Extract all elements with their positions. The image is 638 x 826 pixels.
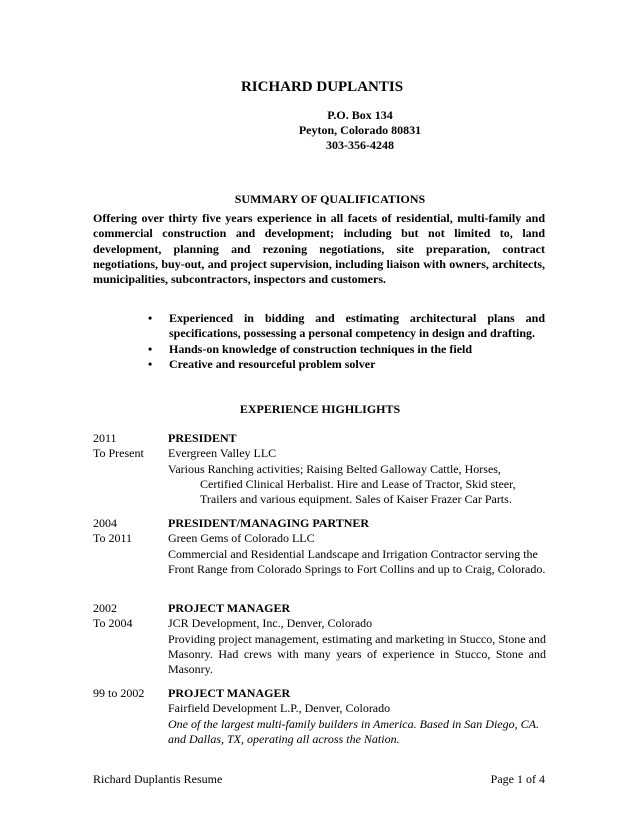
job-company: Fairfield Development L.P., Denver, Colorado <box>168 701 391 716</box>
phone-number: 303-356-4248 <box>326 138 394 152</box>
bullet-text: Experienced in bidding and estimating architectural plans and specifications, possessing a personal competency in design and drafting. <box>169 311 545 341</box>
job-title: PRESIDENT <box>168 431 237 445</box>
summary-paragraph: Offering over thirty five years experience in all facets of residential, multi-family and commercial construction and development; including but not limited to, land development, planning and rezoning negotiations, site preparation, contract negotiations, buy-out, and project supervision, including liaison with owners, architects, municipalities, subcontractors, inspectors and customers. <box>93 211 545 287</box>
bullet-icon: • <box>148 356 153 371</box>
job-start-date: 2004 <box>93 516 117 530</box>
job-details <box>168 431 546 507</box>
job-company: Green Gems of Colorado LLC <box>168 531 315 546</box>
job-end-date: To 2004 <box>93 616 133 631</box>
qualifications-list <box>148 311 545 372</box>
candidate-name: RICHARD DUPLANTIS <box>240 79 404 95</box>
address-line-1: P.O. Box 134 <box>327 108 393 122</box>
job-line: Trailers and various equipment. Sales of Kaiser Frazer Car Parts. <box>200 492 512 507</box>
bullet-icon: • <box>148 311 153 325</box>
job-end-date: To Present <box>93 446 144 461</box>
experience-heading: EXPERIENCE HIGHLIGHTS <box>239 402 401 416</box>
bullet-text: Hands-on knowledge of construction techniques in the field <box>169 341 473 356</box>
job-description: Providing project management, estimating and marketing in Stucco, Stone and Masonry. Had crews with many years of experience in Stucco, Stone and Masonry. <box>168 631 546 677</box>
job-dates <box>93 601 168 632</box>
job-line: Certified Clinical Herbalist. Hire and Lease of Tractor, Skid steer, <box>200 476 516 491</box>
job-description: Commercial and Residential Landscape and Irrigation Contractor serving the Front Range from Colorado Springs to Fort Collins and up to Craig, Colorado. <box>168 546 546 576</box>
footer-document-title: Richard Duplantis Resume <box>93 772 223 786</box>
job-start-date: 2002 <box>93 601 117 615</box>
job-title: PRESIDENT/MANAGING PARTNER <box>168 516 370 530</box>
job-title: PROJECT MANAGER <box>168 686 291 700</box>
job-details <box>168 601 546 677</box>
job-dates <box>93 431 168 462</box>
summary-heading: SUMMARY OF QUALIFICATIONS <box>234 192 426 206</box>
bullet-icon: • <box>148 341 153 356</box>
job-title: PROJECT MANAGER <box>168 601 291 615</box>
address-line-2: Peyton, Colorado 80831 <box>298 123 422 137</box>
job-end-date: To 2011 <box>93 531 133 546</box>
list-item <box>148 342 545 357</box>
job-line: Various Ranching activities; Raising Belted Galloway Cattle, Horses, <box>168 461 501 476</box>
job-start-date: 2011 <box>93 431 117 445</box>
job-start-date: 99 to 2002 <box>93 686 145 700</box>
job-details <box>168 516 546 577</box>
job-company: JCR Development, Inc., Denver, Colorado <box>168 616 373 631</box>
footer-page-number: Page 1 of 4 <box>490 772 545 786</box>
bullet-text: Creative and resourceful problem solver <box>169 356 376 371</box>
job-details <box>168 686 546 747</box>
job-company: Evergreen Valley LLC <box>168 446 277 461</box>
job-description: One of the largest multi-family builders in America. Based in San Diego, CA. and Dallas, TX, operating all across the Nation. <box>168 716 539 746</box>
list-item <box>148 357 545 372</box>
job-dates <box>93 686 168 701</box>
job-dates <box>93 516 168 547</box>
list-item <box>148 311 545 342</box>
